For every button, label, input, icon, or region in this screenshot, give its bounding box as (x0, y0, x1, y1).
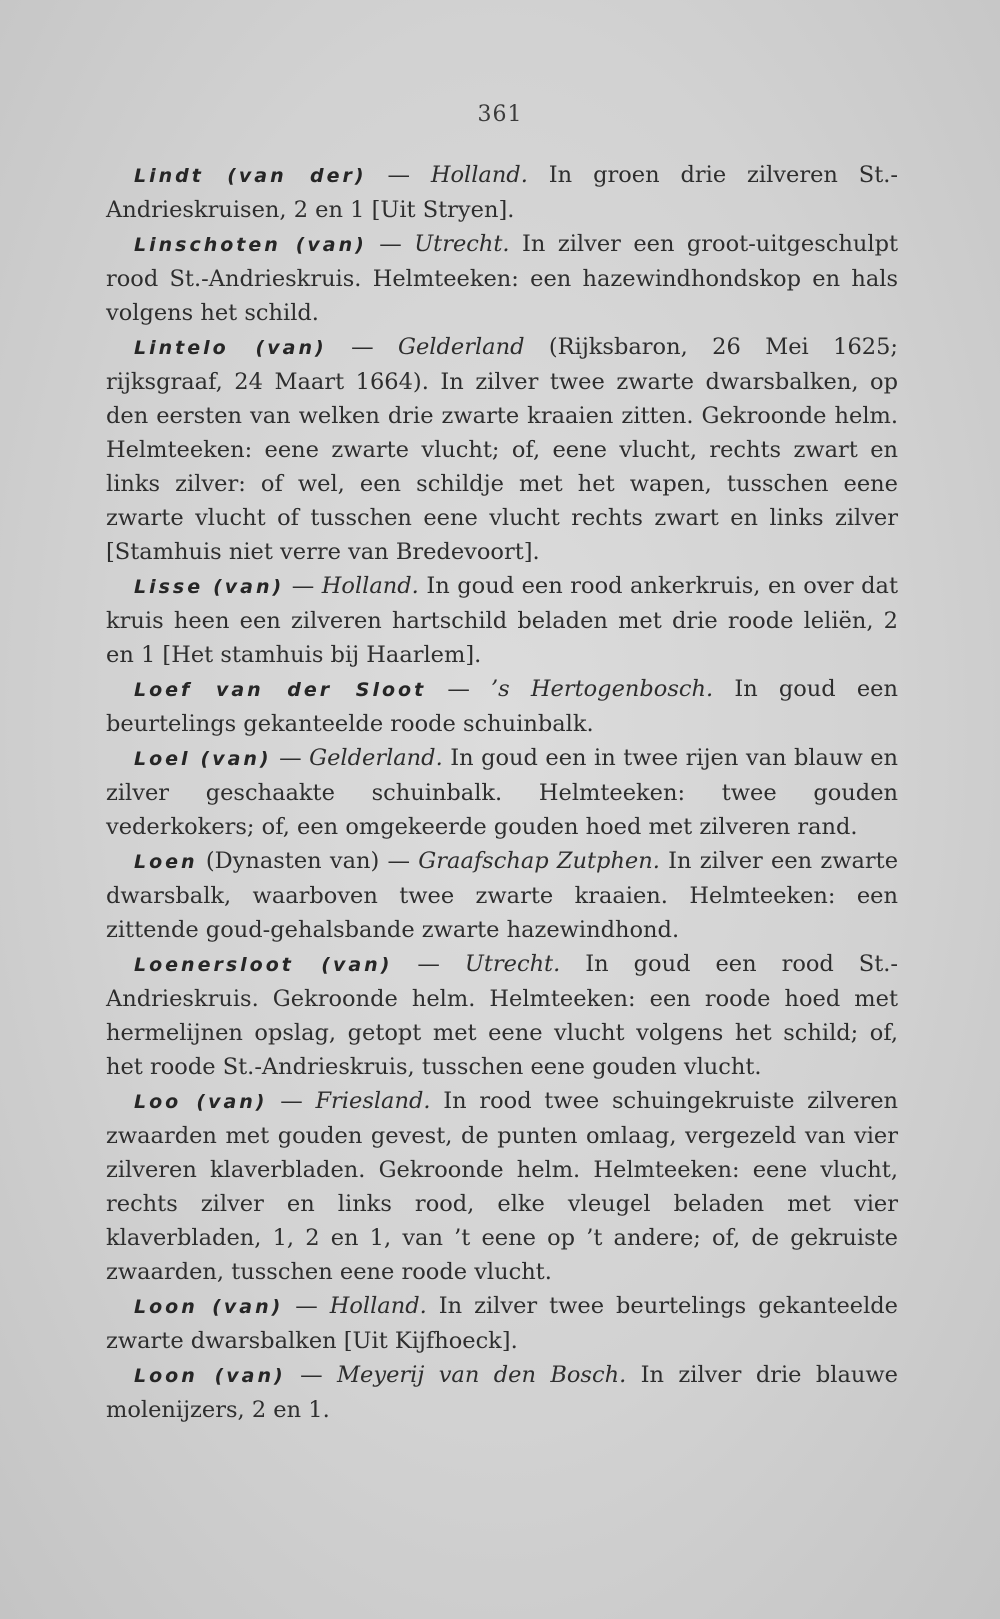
entry-description: In goud een in twee rijen van blauw en zilver geschaakte schuinbalk. Helmteeken: twee gouden vederkokers; of, een omgekeerde gouden hoed met zilveren rand. (106, 745, 899, 840)
entry-place: Utrecht. (464, 951, 561, 977)
entry-lindt: Lindt (van der) — Holland. In groen drie zilveren St.-Andrieskruisen, 2 en 1 [Uit Stryen]. (106, 162, 899, 223)
entry-place: Meyerij van den Bosch. (337, 1362, 627, 1388)
entry-name: Lintelo (van) (134, 337, 327, 359)
entry-description: (Rijksbaron, 26 Mei 1625; rijksgraaf, 24 Maart 1664). In zilver twee zwarte dwarsbalken, op den eersten van welken drie zwarte kraaien zitten. Gekroonde helm. Helmteeken: eene zwarte vlucht; of, eene vlucht, rechts zwart en links zilver: of wel, een schildje met het wapen, tusschen eene zwarte vlucht of tusschen eene vlucht rechts zwart en links zilver [Stamhuis niet verre van Bredevoort]. (106, 334, 899, 565)
entry-name: Loel (van) (134, 748, 272, 770)
entry-description: In groen drie zilveren St.-Andrieskruisen, 2 en 1 [Uit Stryen]. (106, 162, 899, 223)
entry-name: Loen (134, 851, 198, 873)
entry-description: In zilver een groot-uitgeschulpt rood St.-Andrieskruis. Helmteeken: een hazewindhondskop en hals volgens het schild. (106, 231, 899, 326)
entry-place: Holland. (329, 1293, 427, 1319)
entry-name: Loenersloot (van) (134, 954, 393, 976)
entry-loel: Loel (van) — Gelderland. In goud een in twee rijen van blauw en zilver geschaakte schuinbalk. Helmteeken: twee gouden vederkokers; of, een omgekeerde gouden hoed met zilveren rand. (106, 745, 899, 840)
entry-place: Utrecht. (414, 231, 510, 257)
entry-description: In zilver een zwarte dwarsbalk, waarboven twee zwarte kraaien. Helmteeken: een zittende goud-gehalsbande zwarte hazewindhond. (106, 848, 899, 943)
entry-place: Gelderland (398, 334, 525, 360)
entry-linschoten: Linschoten (van) — Utrecht. In zilver een groot-uitgeschulpt rood St.-Andrieskruis. Helmteeken: een hazewindhondskop en hals volgens het schild. (106, 231, 899, 326)
entry-name: Loon (van) (134, 1365, 286, 1387)
entry-loon-holland: Loon (van) — Holland. In zilver twee beurtelings gekanteelde zwarte dwarsbalken [Uit Kijfhoeck]. (106, 1293, 899, 1354)
entry-description: In goud een beurtelings gekanteelde roode schuinbalk. (106, 676, 898, 737)
entry-loenersloot: Loenersloot (van) — Utrecht. In goud een rood St.-Andrieskruis. Gekroonde helm. Helmteeken: een roode hoed met hermelijnen opslag, getopt met eene vlucht volgens het schild; of, het roode St.-Andrieskruis, tusschen eene gouden vlucht. (106, 951, 899, 1080)
entry-loef-van-der-sloot: Loef van der Sloot — ’s Hertogenbosch. In goud een beurtelings gekanteelde roode schuinbalk. (106, 676, 898, 737)
page-number: 361 (477, 102, 523, 127)
entry-description: In rood twee schuingekruiste zilveren zwaarden met gouden gevest, de punten omlaag, vergezeld van vier zilveren klaverbladen. Gekroonde helm. Helmteeken: eene vlucht, rechts zilver en links rood, elke vleugel beladen met vier klaverbladen, 1, 2 en 1, van ’t eene op ’t andere; of, de gekruiste zwaarden, tusschen eene roode vlucht. (106, 1088, 899, 1285)
entry-loon-meyerij: Loon (van) — Meyerij van den Bosch. In zilver drie blauwe molenijzers, 2 en 1. (106, 1362, 898, 1423)
entry-lintelo: Lintelo (van) — Gelderland (Rijksbaron, 26 Mei 1625; rijksgraaf, 24 Maart 1664). In zilver twee zwarte dwarsbalken, op den eersten van welken drie zwarte kraaien zitten. Gekroonde helm. Helmteeken: eene zwarte vlucht; of, eene vlucht, rechts zwart en links zilver: of wel, een schildje met het wapen, tusschen eene zwarte vlucht of tusschen eene vlucht rechts zwart en links zilver [Stamhuis niet verre van Bredevoort]. (106, 334, 899, 565)
entry-place: Graafschap Zutphen. (418, 848, 660, 874)
entry-description: In zilver drie blauwe molenijzers, 2 en 1. (106, 1362, 898, 1423)
entry-name: Loo (van) (134, 1091, 268, 1113)
entry-description: In goud een rood ankerkruis, en over dat kruis heen een zilveren hartschild beladen met drie roode leliën, 2 en 1 [Het stamhuis bij Haarlem]. (106, 573, 898, 668)
entry-name: Loef van der Sloot (134, 679, 427, 701)
entry-place: ’s Hertogenbosch. (491, 676, 714, 702)
entry-loo: Loo (van) — Friesland. In rood twee schuingekruiste zilveren zwaarden met gouden gevest, de punten omlaag, vergezeld van vier zilveren klaverbladen. Gekroonde helm. Helmteeken: eene vlucht, rechts zilver en links rood, elke vleugel beladen met vier klaverbladen, 1, 2 en 1, van ’t eene op ’t andere; of, de gekruiste zwaarden, tusschen eene roode vlucht. (106, 1088, 899, 1285)
entry-name: Linschoten (van) (134, 234, 367, 256)
entry-place: Holland. (321, 573, 419, 599)
armorial-entries (106, 158, 898, 1427)
entry-place: Holland. (430, 162, 528, 188)
entry-description: In goud een rood St.-Andrieskruis. Gekroonde helm. Helmteeken: een roode hoed met hermelijnen opslag, getopt met eene vlucht volgens het schild; of, het roode St.-Andrieskruis, tusschen eene gouden vlucht. (106, 951, 899, 1080)
entry-title: (Dynasten van) (205, 848, 380, 874)
entry-name: Loon (van) (134, 1296, 284, 1318)
entry-lisse: Lisse (van) — Holland. In goud een rood ankerkruis, en over dat kruis heen een zilveren hartschild beladen met drie roode leliën, 2 en 1 [Het stamhuis bij Haarlem]. (106, 573, 898, 668)
entry-name: Lisse (van) (134, 576, 285, 598)
entry-description: In zilver twee beurtelings gekanteelde zwarte dwarsbalken [Uit Kijfhoeck]. (106, 1293, 899, 1354)
entry-loen: Loen (Dynasten van) — Graafschap Zutphen. In zilver een zwarte dwarsbalk, waarboven twee zwarte kraaien. Helmteeken: een zittende goud-gehalsbande zwarte hazewindhond. (106, 848, 899, 943)
entry-place: Gelderland. (309, 745, 443, 771)
entry-place: Friesland. (315, 1088, 431, 1114)
entry-name: Lindt (van der) (134, 165, 367, 187)
